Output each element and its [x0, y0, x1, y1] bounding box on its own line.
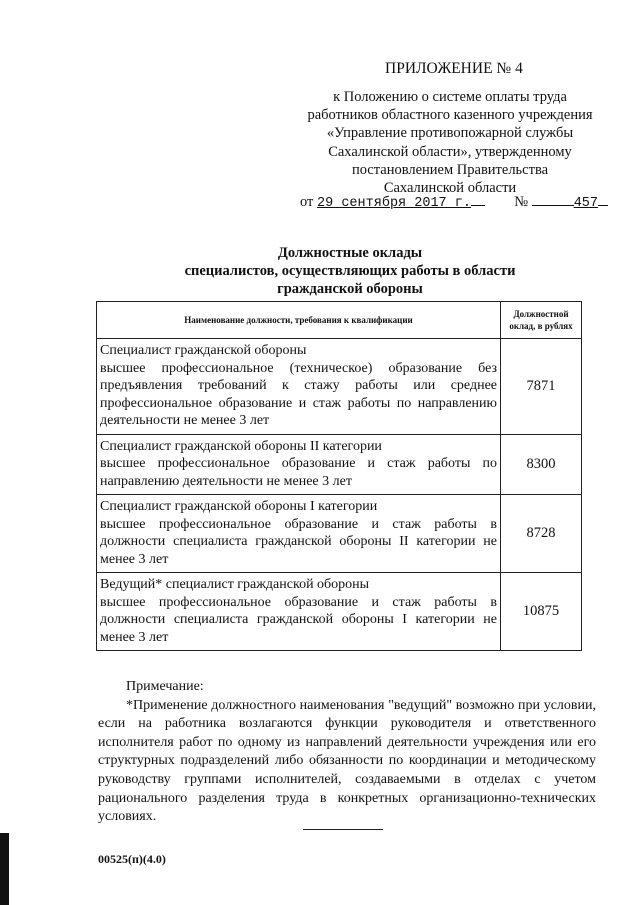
- approval-line: к Положению о системе оплаты труда: [333, 89, 567, 105]
- separator-line: [303, 829, 383, 830]
- position-cell: [97, 434, 501, 495]
- position-title: Специалист гражданской обороны II категории: [100, 438, 382, 454]
- number-underline: [532, 193, 574, 206]
- title-line: Должностные оклады: [277, 245, 423, 261]
- header-salary: Должностной оклад, в рублях: [501, 302, 582, 339]
- note-label: Примечание:: [126, 679, 204, 694]
- number-underline-end: [598, 193, 608, 206]
- salary-table: [96, 301, 582, 651]
- table-row: [97, 434, 582, 495]
- title-line: специалистов, осуществляющих работы в области: [184, 263, 516, 279]
- resolution-number: 457: [573, 196, 598, 211]
- approval-date-line: [300, 193, 600, 211]
- position-requirements: высшее профессиональное образование и стаж работы по направлению деятельности не менее 3 лет: [100, 456, 497, 489]
- header-position: Наименование должности, требования к квалификации: [97, 302, 501, 339]
- position-requirements: высшее профессиональное (техническое) образование без предъявления требований к стажу работы или среднее профессиональное образование и стаж работы по направлению деятельности не менее 3 лет: [100, 360, 497, 428]
- date-prefix: от: [300, 194, 314, 210]
- position-title: Ведущий* специалист гражданской обороны: [100, 577, 370, 592]
- appendix-title: ПРИЛОЖЕНИЕ № 4: [385, 60, 523, 77]
- salary-value: 7871: [501, 339, 582, 435]
- table-row: [97, 339, 582, 435]
- table-row: [97, 495, 582, 573]
- note-section: [98, 678, 596, 827]
- approval-line: работников областного казенного учреждения: [307, 107, 593, 124]
- approval-reference: [300, 88, 600, 197]
- document-title: [100, 244, 600, 298]
- salary-value: 8728: [501, 495, 582, 573]
- approval-line: Сахалинской области», утвержденному: [328, 143, 572, 160]
- title-line: гражданской обороны: [277, 281, 423, 297]
- scan-edge-mark: [0, 833, 9, 905]
- salary-value: 10875: [501, 573, 582, 651]
- position-cell: [97, 339, 501, 435]
- approval-line: Сахалинской области: [383, 180, 517, 197]
- salary-value: 8300: [501, 434, 582, 495]
- approval-date: 29 сентября 2017 г.: [317, 196, 471, 211]
- date-underline: [471, 193, 485, 206]
- document-code: 00525(п)(4.0): [98, 852, 166, 866]
- position-cell: [97, 495, 501, 573]
- position-cell: [97, 573, 501, 651]
- table-header-row: [97, 302, 582, 339]
- position-title: Специалист гражданской обороны I категории: [100, 499, 378, 514]
- note-text: *Применение должностного наименования "ведущий" возможно при условии, если на работника возлагаются функции руководителя и ответственного исполнителя работ по одному из направлений деятельности учреждения или его структурных подразделений либо обязанности по координации и методическому руководству группами исполнителей, создаваемыми в отделах с учетом рационального разделения труда в конкретных организационно-технических условиях.: [98, 697, 596, 825]
- number-sign: №: [514, 194, 529, 210]
- approval-line: постановлением Правительства: [351, 161, 549, 178]
- position-requirements: высшее профессиональное образование и стаж работы в должности специалиста гражданской обороны I категории не менее 3 лет: [100, 594, 497, 645]
- approval-line: «Управление противопожарной службы: [326, 125, 574, 142]
- position-requirements: высшее профессиональное образование и стаж работы в должности специалиста гражданской обороны II категории не менее 3 лет: [100, 516, 497, 567]
- table-row: [97, 573, 582, 651]
- position-title: Специалист гражданской обороны: [100, 343, 307, 358]
